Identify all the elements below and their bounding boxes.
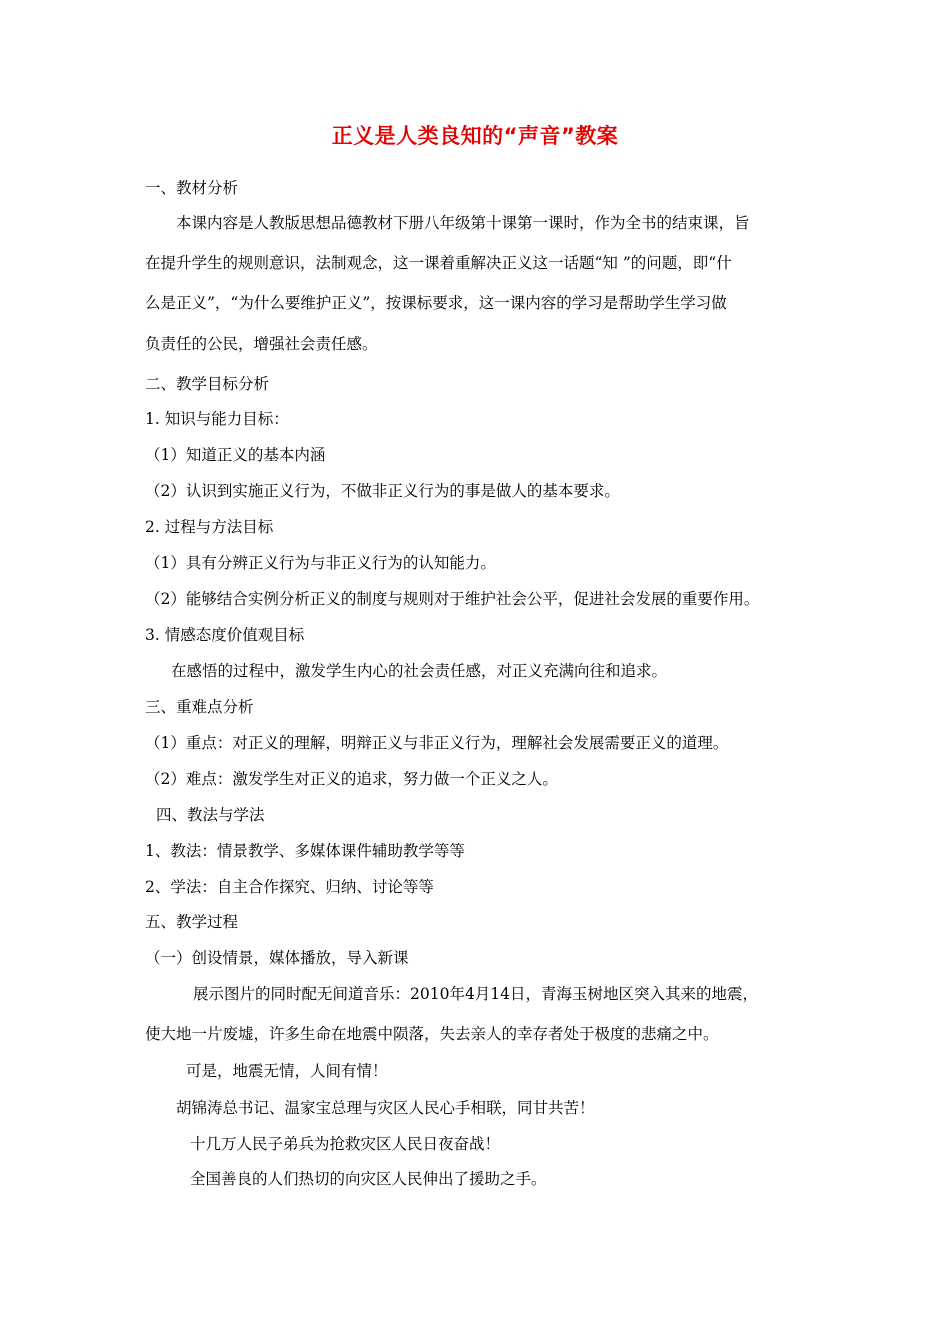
list-item: （2）认识到实施正义行为，不做非正义行为的事是做人的基本要求。 xyxy=(145,482,620,500)
list-item: （1）重点：对正义的理解，明辩正义与非正义行为，理解社会发展需要正义的道理。 xyxy=(145,734,729,752)
list-item: 2、学法：自主合作探究、归纳、讨论等等 xyxy=(145,878,434,896)
section-heading-4: 四、教法与学法 xyxy=(156,806,265,824)
paragraph-line: 本课内容是人教版思想品德教材下册八年级第十课第一课时，作为全书的结束课，旨 xyxy=(176,214,750,232)
document-title: 正义是人类良知的“声音”教案 xyxy=(331,124,619,148)
section-heading-2: 二、教学目标分析 xyxy=(145,375,270,393)
paragraph-line: 在感悟的过程中，激发学生内心的社会责任感，对正义充满向往和追求。 xyxy=(171,662,668,680)
subheading: 1. 知识与能力目标： xyxy=(145,410,289,428)
section-heading-3: 三、重难点分析 xyxy=(145,698,254,716)
paragraph-line: 使大地一片废墟，许多生命在地震中陨落，失去亲人的幸存者处于极度的悲痛之中。 xyxy=(145,1025,719,1043)
paragraph-line: 可是，地震无情，人间有情！ xyxy=(186,1062,388,1080)
paragraph-line: 负责任的公民，增强社会责任感。 xyxy=(145,335,378,353)
paragraph-line: 全国善良的人们热切的向灾区人民伸出了援助之手。 xyxy=(190,1170,547,1188)
list-item: （2）能够结合实例分析正义的制度与规则对于维护社会公平，促进社会发展的重要作用。 xyxy=(145,590,760,608)
paragraph-line: 么是正义”，“为什么要维护正义”，按课标要求，这一课内容的学习是帮助学生学习做 xyxy=(145,294,727,312)
subheading: （一）创设情景，媒体播放，导入新课 xyxy=(145,949,409,967)
subheading: 3. 情感态度价值观目标 xyxy=(145,626,305,644)
paragraph-line: 胡锦涛总书记、温家宝总理与灾区人民心手相联，同甘共苦！ xyxy=(176,1099,595,1117)
paragraph-line: 展示图片的同时配无间道音乐：2010年4月14日，青海玉树地区突入其来的地震， xyxy=(193,985,759,1003)
list-item: （1）知道正义的基本内涵 xyxy=(145,446,326,464)
paragraph-line: 在提升学生的规则意识，法制观念，这一课着重解决正义这一话题“知 ”的问题，即“什 xyxy=(145,254,732,272)
subheading: 2. 过程与方法目标 xyxy=(145,518,274,536)
list-item: （2）难点：激发学生对正义的追求，努力做一个正义之人。 xyxy=(145,770,558,788)
list-item: 1、教法：情景教学、多媒体课件辅助教学等等 xyxy=(145,842,465,860)
section-heading-1: 一、教材分析 xyxy=(145,179,239,197)
paragraph-line: 十几万人民子弟兵为抢救灾区人民日夜奋战！ xyxy=(190,1135,501,1153)
list-item: （1）具有分辨正义行为与非正义行为的认知能力。 xyxy=(145,554,496,572)
section-heading-5: 五、教学过程 xyxy=(145,913,239,931)
